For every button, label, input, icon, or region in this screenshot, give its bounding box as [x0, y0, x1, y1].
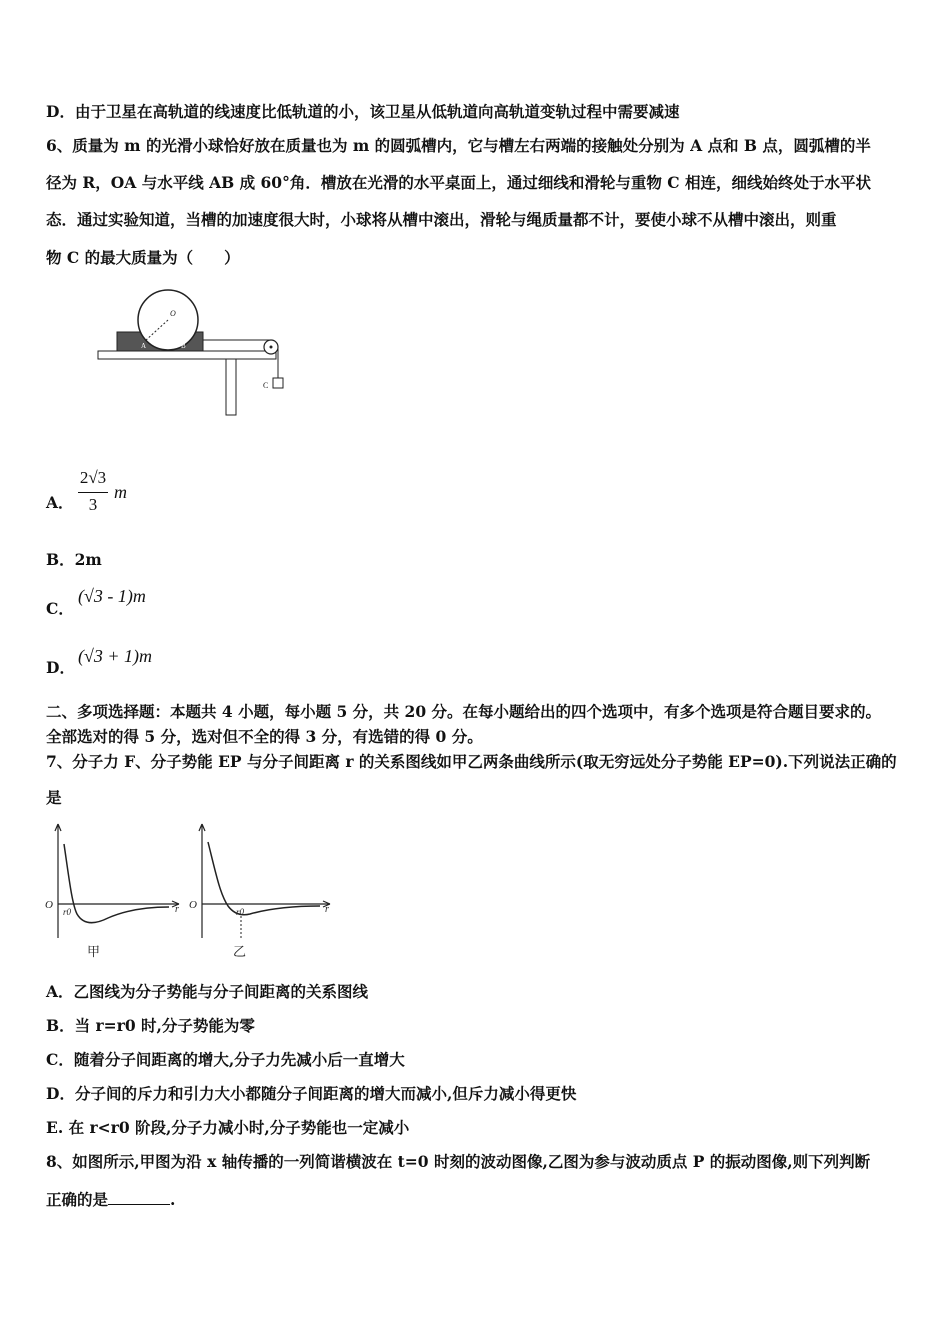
q7-graph-jia [44, 818, 189, 963]
q6-line-1: 6、质量为 m 的光滑小球恰好放在质量也为 m 的圆弧槽内，它与槽左右两端的接触处分别为 A 点和 B 点，圆弧槽的半 [46, 136, 871, 155]
fraction-denominator: 3 [88, 495, 98, 514]
fraction-numerator: 2√3 [79, 468, 107, 487]
table-leg [226, 359, 236, 415]
q8-line-1: 8、如图所示,甲图为沿 x 轴传播的一列简谐横波在 t=0 时刻的波动图像,乙图为参与波动质点 P 的振动图像,则下列判断 [46, 1152, 871, 1171]
q7-option-e[interactable]: E. 在 r<r0 阶段,分子力减小时,分子势能也一定减小 [46, 1118, 410, 1137]
q7-option-c[interactable]: C．随着分子间距离的增大,分子力先减小后一直增大 [46, 1050, 405, 1069]
q8-line-2-end: . [170, 1190, 176, 1209]
label-o: O [170, 309, 176, 318]
label-a: A [141, 342, 147, 350]
q6-line-2: 径为 R，OA 与水平线 AB 成 60°角．槽放在光滑的水平桌面上，通过细线和滑轮与重物 C 相连，细线始终处于水平状 [46, 173, 871, 192]
r0-label: r0 [236, 907, 245, 917]
q6-apparatus-figure [95, 285, 295, 420]
r-axis-label: r [325, 904, 329, 915]
q6-option-c-expr: (√3 - 1)m [78, 586, 146, 606]
origin-label: O [45, 899, 53, 911]
q6-option-d-expr: (√3 + 1)m [78, 646, 153, 666]
answer-blank[interactable] [108, 1190, 170, 1205]
label-c: C [263, 381, 269, 390]
q6-option-a-letter[interactable]: A． [46, 493, 74, 512]
section2-line-1: 二、多项选择题：本题共 4 小题，每小题 5 分，共 20 分。在每小题给出的四个选项中，有多个选项是符合题目要求的。 [46, 702, 882, 721]
section2-line-2: 全部选对的得 5 分，选对但不全的得 3 分，有选错的得 0 分。 [46, 727, 483, 746]
r-axis-label: r [175, 904, 179, 915]
origin-label: O [189, 899, 197, 911]
q6-option-a-fraction [78, 468, 108, 515]
table-top [98, 351, 276, 359]
caption-yi: 乙 [233, 945, 247, 960]
q8-line-2-text: 正确的是 [46, 1190, 109, 1209]
q6-option-c-letter[interactable]: C． [46, 599, 74, 618]
weight-c [273, 378, 283, 388]
q6-line-4: 物 C 的最大质量为（ ） [46, 248, 240, 267]
q6-option-d-letter[interactable]: D． [46, 658, 75, 677]
q7-option-a[interactable]: A．乙图线为分子势能与分子间距离的关系图线 [46, 982, 369, 1001]
q7-line-2: 是 [46, 788, 62, 807]
caption-jia: 甲 [87, 945, 101, 960]
r0-label: r0 [63, 907, 72, 917]
q7-line-1: 7、分子力 F、分子势能 EP 与分子间距离 r 的关系图线如甲乙两条曲线所示(取无穷远处分子势能 EP=0).下列说法正确的 [46, 752, 897, 771]
prev-option-d[interactable]: D．由于卫星在高轨道的线速度比低轨道的小，该卫星从低轨道向高轨道变轨过程中需要减速 [46, 102, 680, 121]
q6-option-a-unit: m [114, 482, 127, 502]
q7-graph-yi [188, 818, 338, 963]
label-b: B [181, 342, 186, 350]
q6-line-3: 态．通过实验知道，当槽的加速度很大时，小球将从槽中滚出，滑轮与绳质量都不计，要使小球不从槽中滚出，则重 [46, 210, 837, 229]
q8-line-2 [46, 1189, 912, 1211]
q7-option-d[interactable]: D．分子间的斥力和引力大小都随分子间距离的增大而减小,但斥力减小得更快 [46, 1084, 577, 1103]
q7-option-b[interactable]: B．当 r=r0 时,分子势能为零 [46, 1016, 255, 1035]
q6-option-b[interactable]: B．2m [46, 550, 102, 569]
